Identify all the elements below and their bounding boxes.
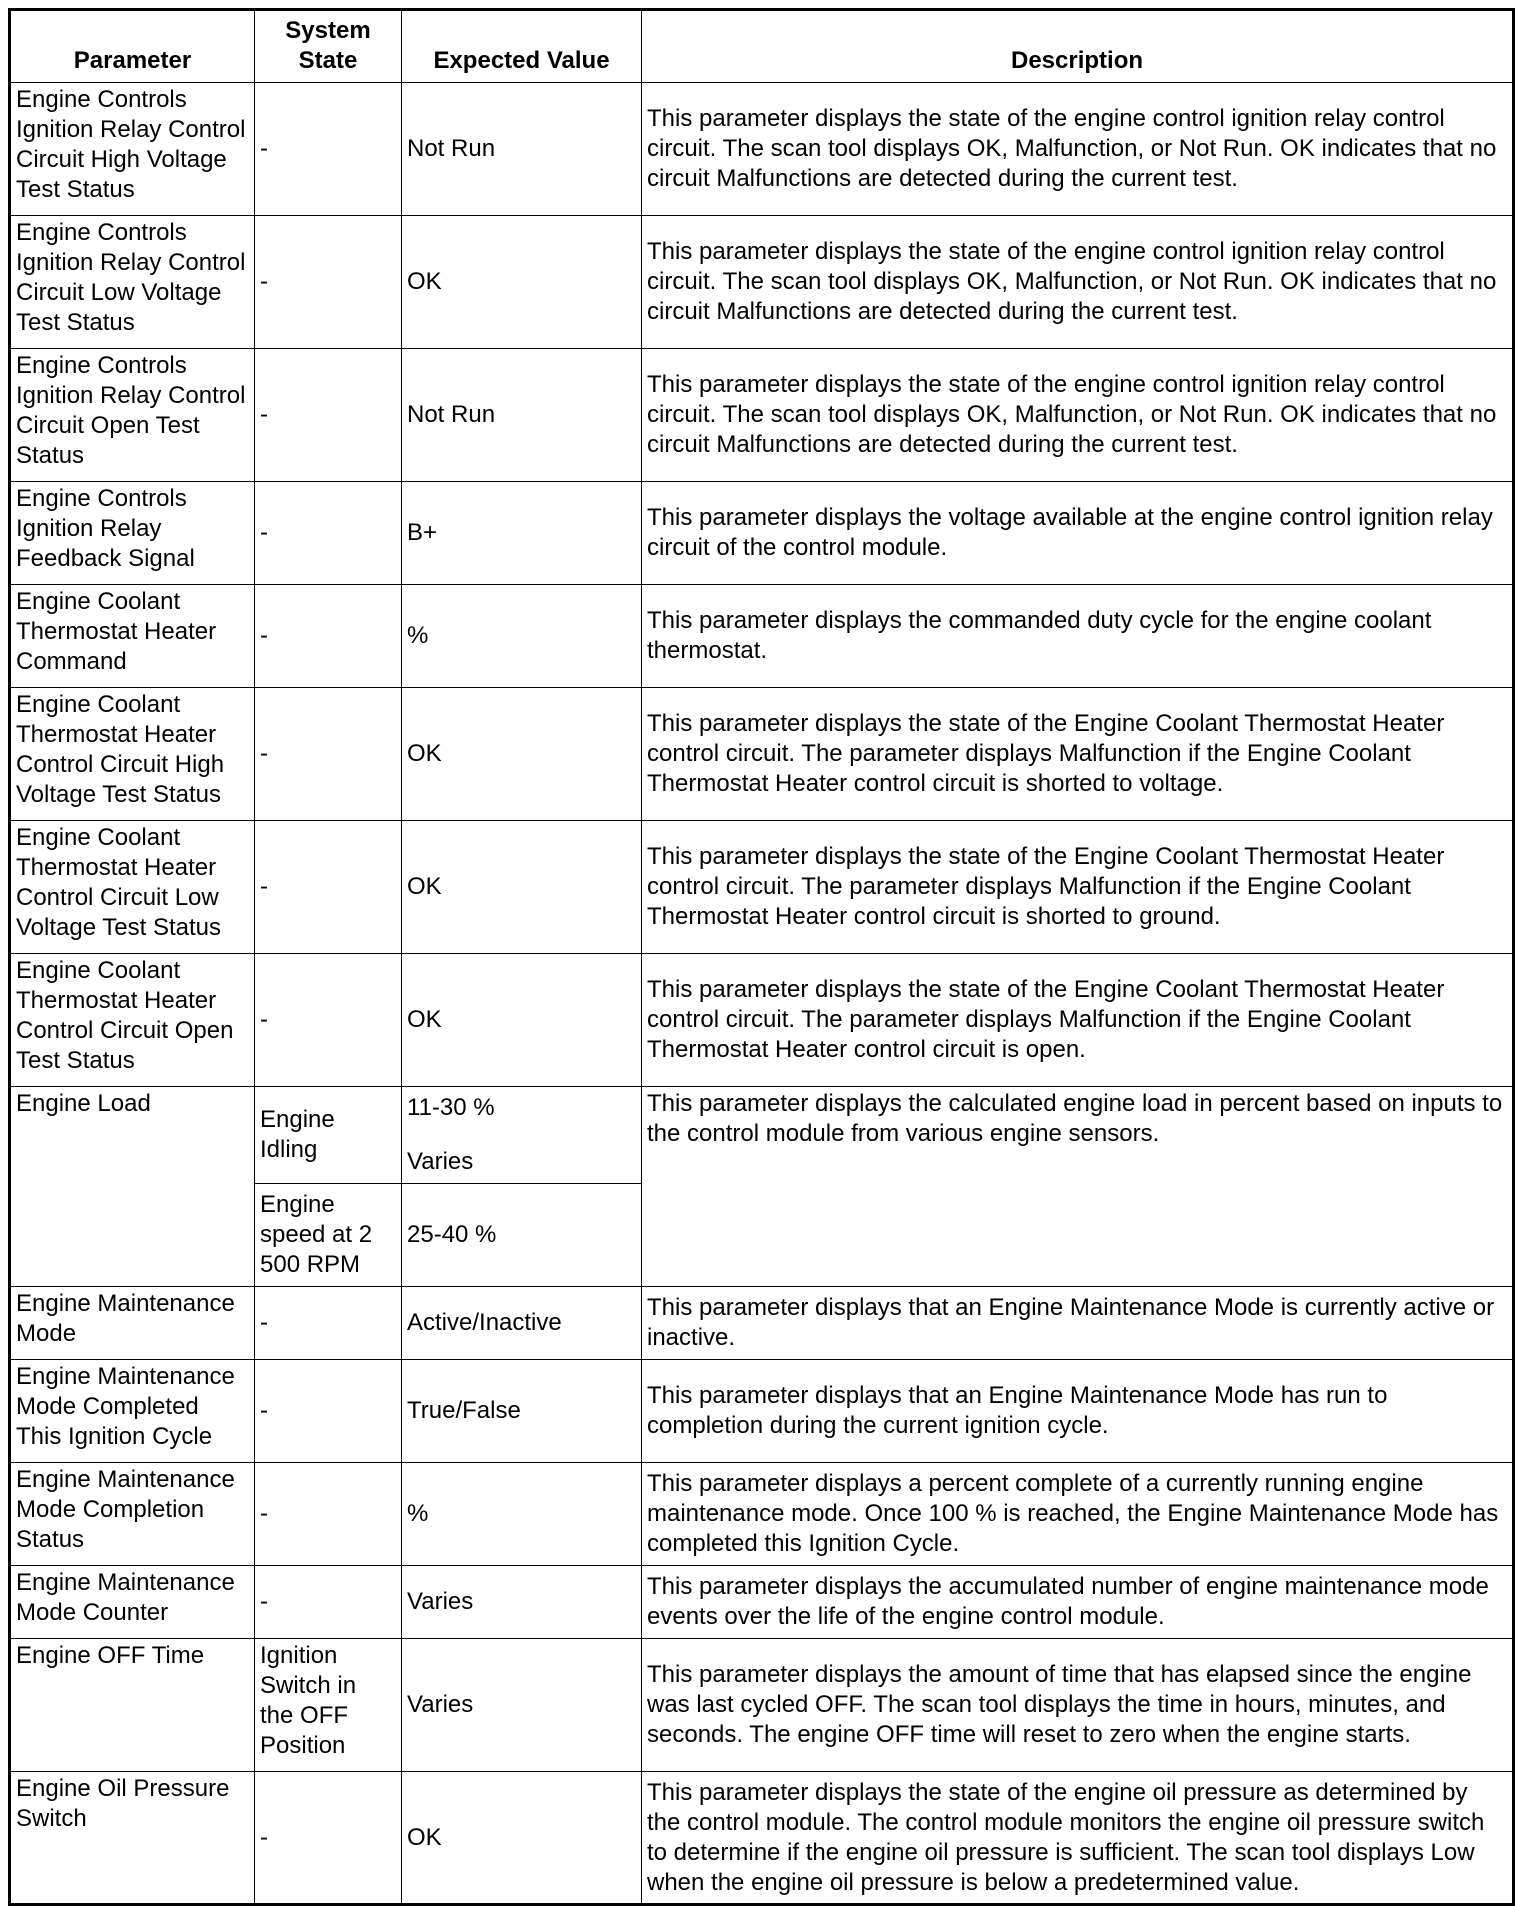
expected-value-cell: Active/Inactive xyxy=(402,1287,642,1360)
description-cell: This parameter displays the state of the engine control ignition relay control circuit. The scan tool displays OK, Malfunction, or Not Run. OK indicates that no circuit Malfunctions are detected during the current test. xyxy=(642,216,1514,349)
expected-value-cell: OK xyxy=(402,821,642,954)
parameter-cell: Engine OFF Time xyxy=(10,1639,255,1772)
expected-value-cell: Not Run xyxy=(402,83,642,216)
expected-value-cell: % xyxy=(402,1463,642,1566)
description-cell: This parameter displays the state of the engine control ignition relay control circuit. The scan tool displays OK, Malfunction, or Not Run. OK indicates that no circuit Malfunctions are detected during the current test. xyxy=(642,83,1514,216)
expected-value-cell: OK xyxy=(402,688,642,821)
description-cell: This parameter displays the state of the Engine Coolant Thermostat Heater control circuit. The parameter displays Malfunction if the Engine Coolant Thermostat Heater control circuit is open. xyxy=(642,954,1514,1087)
table-row xyxy=(10,1772,1514,1905)
description-cell: This parameter displays the commanded duty cycle for the engine coolant thermostat. xyxy=(642,585,1514,688)
table-row xyxy=(10,585,1514,688)
expected-value-line: 11-30 % xyxy=(407,1094,495,1121)
parameter-cell: Engine Controls Ignition Relay Control Circuit Open Test Status xyxy=(10,349,255,482)
table-row xyxy=(10,1463,1514,1566)
header-system-state: System State xyxy=(255,10,402,83)
description-cell: This parameter displays that an Engine Maintenance Mode has run to completion during the current ignition cycle. xyxy=(642,1360,1514,1463)
description-cell: This parameter displays the amount of time that has elapsed since the engine was last cycled OFF. The scan tool displays the time in hours, minutes, and seconds. The engine OFF time will reset to zero when the engine starts. xyxy=(642,1639,1514,1772)
parameter-cell: Engine Controls Ignition Relay Control Circuit High Voltage Test Status xyxy=(10,83,255,216)
expected-value-cell: OK xyxy=(402,216,642,349)
table-row xyxy=(10,954,1514,1087)
expected-value-cell: OK xyxy=(402,1772,642,1905)
table-row xyxy=(10,1566,1514,1639)
table-row xyxy=(10,688,1514,821)
expected-value-cell: Varies xyxy=(402,1639,642,1772)
parameter-cell: Engine Maintenance Mode Completed This Ignition Cycle xyxy=(10,1360,255,1463)
system-state-cell: - xyxy=(255,349,402,482)
parameter-cell: Engine Maintenance Mode Counter xyxy=(10,1566,255,1639)
system-state-cell: - xyxy=(255,83,402,216)
system-state-cell: - xyxy=(255,1566,402,1639)
expected-value-cell xyxy=(402,1087,642,1184)
table-row-engine-load-idle xyxy=(10,1087,1514,1184)
system-state-cell: - xyxy=(255,216,402,349)
parameter-cell: Engine Coolant Thermostat Heater Control Circuit Low Voltage Test Status xyxy=(10,821,255,954)
description-cell: This parameter displays the state of the engine control ignition relay control circuit. The scan tool displays OK, Malfunction, or Not Run. OK indicates that no circuit Malfunctions are detected during the current test. xyxy=(642,349,1514,482)
parameter-cell: Engine Controls Ignition Relay Control Circuit Low Voltage Test Status xyxy=(10,216,255,349)
header-description: Description xyxy=(642,10,1514,83)
system-state-cell: Engine Idling xyxy=(255,1087,402,1184)
header-row xyxy=(10,10,1514,83)
description-cell: This parameter displays the accumulated number of engine maintenance mode events over the life of the engine control module. xyxy=(642,1566,1514,1639)
table-row xyxy=(10,821,1514,954)
expected-value-cell: True/False xyxy=(402,1360,642,1463)
system-state-cell: Ignition Switch in the OFF Position xyxy=(255,1639,402,1772)
system-state-cell: - xyxy=(255,1772,402,1905)
parameter-cell: Engine Coolant Thermostat Heater Control Circuit High Voltage Test Status xyxy=(10,688,255,821)
expected-value-cell: OK xyxy=(402,954,642,1087)
table-row xyxy=(10,482,1514,585)
parameter-cell: Engine Controls Ignition Relay Feedback Signal xyxy=(10,482,255,585)
parameter-cell: Engine Coolant Thermostat Heater Control Circuit Open Test Status xyxy=(10,954,255,1087)
table-row xyxy=(10,1360,1514,1463)
parameter-cell: Engine Load xyxy=(10,1087,255,1287)
system-state-cell: - xyxy=(255,482,402,585)
system-state-cell: - xyxy=(255,1287,402,1360)
description-cell: This parameter displays the state of the Engine Coolant Thermostat Heater control circuit. The parameter displays Malfunction if the Engine Coolant Thermostat Heater control circuit is shorted to ground. xyxy=(642,821,1514,954)
system-state-cell: - xyxy=(255,1463,402,1566)
expected-value-cell: Not Run xyxy=(402,349,642,482)
table-row xyxy=(10,1639,1514,1772)
description-cell: This parameter displays that an Engine Maintenance Mode is currently active or inactive. xyxy=(642,1287,1514,1360)
system-state-cell: - xyxy=(255,585,402,688)
parameter-cell: Engine Maintenance Mode xyxy=(10,1287,255,1360)
description-cell: This parameter displays the voltage available at the engine control ignition relay circuit of the control module. xyxy=(642,482,1514,585)
system-state-cell: - xyxy=(255,821,402,954)
header-expected-value: Expected Value xyxy=(402,10,642,83)
expected-value-cell: 25-40 % xyxy=(402,1184,642,1287)
system-state-cell: - xyxy=(255,1360,402,1463)
system-state-cell: - xyxy=(255,688,402,821)
parameter-cell: Engine Oil Pressure Switch xyxy=(10,1772,255,1905)
table-row xyxy=(10,1287,1514,1360)
table-row xyxy=(10,349,1514,482)
expected-value-line: Varies xyxy=(407,1148,474,1175)
system-state-cell: - xyxy=(255,954,402,1087)
expected-value-cell: % xyxy=(402,585,642,688)
expected-value-cell: B+ xyxy=(402,482,642,585)
table-row xyxy=(10,216,1514,349)
parameter-cell: Engine Maintenance Mode Completion Status xyxy=(10,1463,255,1566)
parameter-table xyxy=(8,8,1515,1906)
parameter-cell: Engine Coolant Thermostat Heater Command xyxy=(10,585,255,688)
description-cell: This parameter displays the state of the Engine Coolant Thermostat Heater control circuit. The parameter displays Malfunction if the Engine Coolant Thermostat Heater control circuit is shorted to voltage. xyxy=(642,688,1514,821)
description-cell: This parameter displays the calculated engine load in percent based on inputs to the control module from various engine sensors. xyxy=(642,1087,1514,1287)
header-parameter: Parameter xyxy=(10,10,255,83)
table-row xyxy=(10,83,1514,216)
description-cell: This parameter displays a percent complete of a currently running engine maintenance mode. Once 100 % is reached, the Engine Maintenance Mode has completed this Ignition Cycle. xyxy=(642,1463,1514,1566)
expected-value-cell: Varies xyxy=(402,1566,642,1639)
system-state-cell: Engine speed at 2 500 RPM xyxy=(255,1184,402,1287)
description-cell: This parameter displays the state of the engine oil pressure as determined by the control module. The control module monitors the engine oil pressure switch to determine if the engine oil pressure is sufficient. The scan tool displays Low when the engine oil pressure is below a predetermined value. xyxy=(642,1772,1514,1905)
